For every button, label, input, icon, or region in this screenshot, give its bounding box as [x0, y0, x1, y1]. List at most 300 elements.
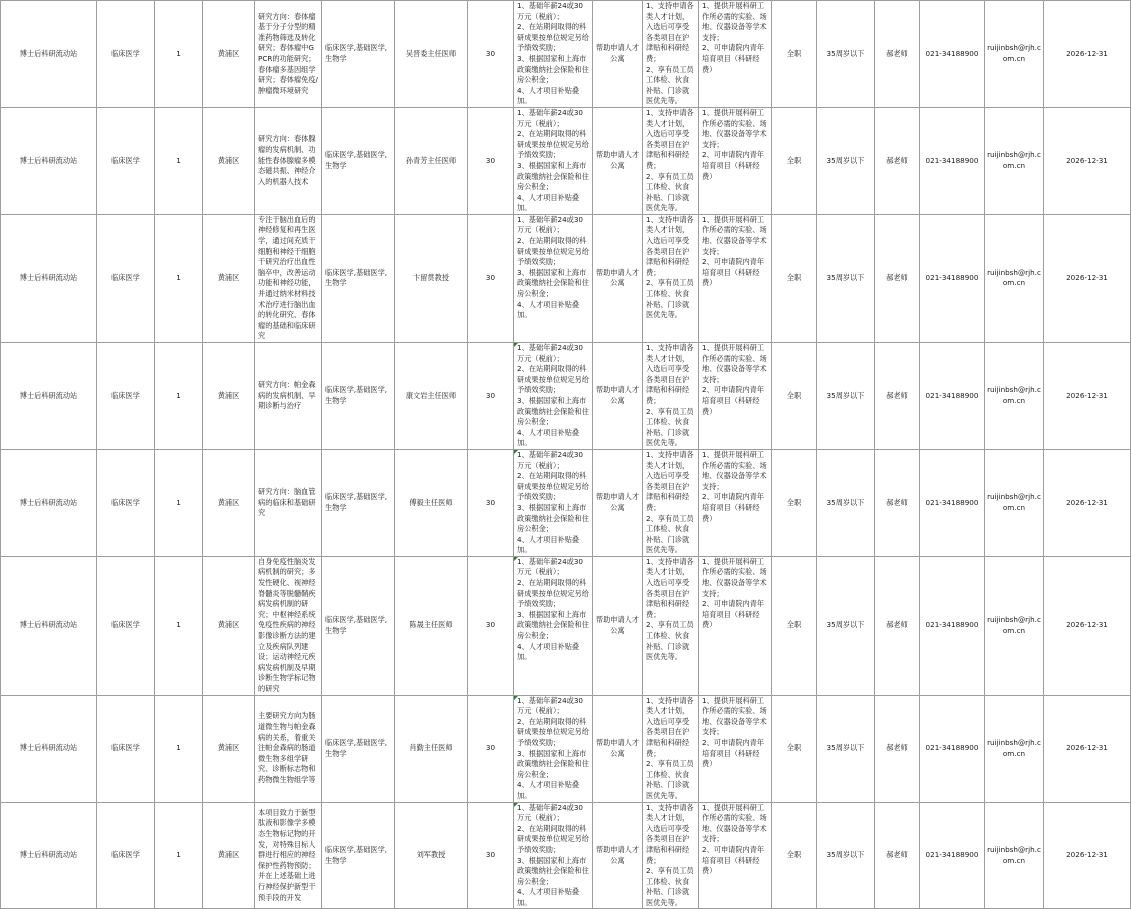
- district-text: 黄浦区: [217, 850, 240, 860]
- support-cell[interactable]: [643, 556, 699, 695]
- deadline-text: 2026-12-31: [1066, 273, 1108, 283]
- salary-cell[interactable]: [514, 449, 593, 556]
- line-text: 2、在站期间取得的科研成果按单位规定另给予绩效奖励；: [517, 823, 589, 854]
- line-text: 1、基础年薪24或30万元（税前）；: [517, 695, 583, 716]
- line-text: 3、根据国家和上海市政策缴纳社会保险和住房公积金；: [517, 160, 589, 192]
- discipline-cell[interactable]: [97, 695, 155, 802]
- deadline-cell[interactable]: [1044, 1, 1131, 108]
- district-cell[interactable]: [203, 802, 255, 909]
- employment-type-text: 全职: [786, 620, 802, 630]
- table-row: [1, 214, 1131, 342]
- discipline-field-text: 临床医学,基础医学,生物学: [325, 737, 388, 758]
- headcount-cell[interactable]: [155, 802, 203, 909]
- discipline-cell[interactable]: [97, 343, 155, 450]
- development-cell[interactable]: [699, 556, 772, 695]
- line-text: 4、人才项目补贴叠加。: [517, 534, 580, 555]
- discipline-text: 临床医学: [111, 390, 140, 400]
- station-text: 博士后科研流动站: [19, 850, 78, 860]
- discipline-field-text: 临床医学,基础医学,生物学: [325, 844, 388, 865]
- age-requirement-cell[interactable]: [817, 556, 875, 695]
- value-text: 30: [485, 273, 496, 283]
- development-cell[interactable]: [699, 695, 772, 802]
- line-text: 1、提供开展科研工作所必需的实验、场地、仪器设备等学术支持；: [702, 449, 767, 491]
- line-text: 2、在站期间取得的科研成果按单位规定另给予绩效奖励；: [517, 716, 589, 747]
- line-text: 4、人才项目补贴叠加。: [517, 192, 580, 213]
- line-text: 1、支持申请各类人才计划，入选后可享受各类项目在沪津贴和科研经费；: [646, 695, 694, 758]
- station-text: 博士后科研流动站: [19, 155, 78, 165]
- value-text: 30: [485, 850, 496, 860]
- line-text: 4、人才项目补贴叠加。: [517, 887, 580, 907]
- contact-person-text: 郝老师: [886, 155, 908, 165]
- supervisor-cell[interactable]: [395, 343, 468, 450]
- employment-type-cell[interactable]: [772, 556, 817, 695]
- line-text: 2、享有员工员工体检、伙食补贴、门诊就医优先等。: [646, 406, 694, 448]
- support-cell[interactable]: [643, 449, 699, 556]
- phone-cell[interactable]: [920, 556, 985, 695]
- value-text: 30: [485, 390, 496, 400]
- table-row: [1, 107, 1131, 214]
- support-cell[interactable]: [643, 343, 699, 450]
- line-text: 2、享有员工员工体检、伙食补贴、门诊就医优先等。: [646, 759, 694, 800]
- line-text: 1、支持申请各类人才计划，入选后可享受各类项目在沪津贴和科研经费；: [646, 1, 694, 63]
- value-cell[interactable]: [468, 556, 514, 695]
- line-text: 2、可申请院内青年培育项目（科研经费）: [702, 150, 765, 181]
- contact-person-cell[interactable]: [875, 449, 920, 556]
- value-cell[interactable]: [468, 695, 514, 802]
- headcount-text: 1: [176, 155, 181, 165]
- line-text: 3、根据国家和上海市政策缴纳社会保险和住房公积金；: [517, 267, 589, 299]
- supervisor-cell[interactable]: [395, 556, 468, 695]
- housing-cell[interactable]: [593, 214, 643, 342]
- station-text: 博士后科研流动站: [19, 743, 78, 753]
- supervisor-cell[interactable]: [395, 802, 468, 909]
- support-cell[interactable]: [643, 214, 699, 342]
- employment-type-cell[interactable]: [772, 343, 817, 450]
- contact-person-cell[interactable]: [875, 802, 920, 909]
- support-cell[interactable]: [643, 1, 699, 108]
- line-text: 4、人才项目补贴叠加。: [517, 85, 580, 106]
- discipline-cell[interactable]: [97, 1, 155, 108]
- employment-type-cell[interactable]: [772, 695, 817, 802]
- discipline-cell[interactable]: [97, 802, 155, 909]
- discipline-field-cell[interactable]: [322, 556, 395, 695]
- age-requirement-text: 35周岁以下: [826, 497, 865, 507]
- email-cell[interactable]: [985, 1, 1044, 108]
- employment-type-text: 全职: [786, 743, 802, 753]
- station-text: 博士后科研流动站: [19, 390, 78, 400]
- salary-cell[interactable]: [514, 343, 593, 450]
- district-cell[interactable]: [203, 1, 255, 108]
- discipline-field-cell[interactable]: [322, 107, 395, 214]
- value-cell[interactable]: [468, 802, 514, 909]
- employment-type-cell[interactable]: [772, 107, 817, 214]
- line-text: 3、根据国家和上海市政策缴纳社会保险和住房公积金；: [517, 53, 589, 85]
- phone-text: 021-34188900: [925, 743, 979, 753]
- deadline-text: 2026-12-31: [1066, 390, 1108, 400]
- discipline-text: 临床医学: [111, 743, 140, 753]
- line-text: 2、在站期间取得的科研成果按单位规定另给予绩效奖励；: [517, 578, 589, 609]
- table-row: [1, 695, 1131, 802]
- salary-cell[interactable]: [514, 802, 593, 909]
- phone-cell[interactable]: [920, 343, 985, 450]
- phone-cell[interactable]: [920, 107, 985, 214]
- discipline-cell[interactable]: [97, 107, 155, 214]
- supervisor-text: 肖勤主任医师: [409, 743, 453, 753]
- contact-person-text: 郝老师: [886, 850, 908, 860]
- line-text: 1、提供开展科研工作所必需的实验、场地、仪器设备等学术支持；: [702, 556, 767, 598]
- email-text: ruijinbsh@rjh.com.cn: [987, 615, 1041, 635]
- station-text: 博士后科研流动站: [19, 497, 78, 507]
- headcount-cell[interactable]: [155, 214, 203, 342]
- discipline-text: 临床医学: [111, 620, 140, 630]
- discipline-cell[interactable]: [97, 214, 155, 342]
- deadline-text: 2026-12-31: [1066, 743, 1108, 753]
- discipline-cell[interactable]: [97, 556, 155, 695]
- deadline-cell[interactable]: [1044, 802, 1131, 909]
- research-direction-cell[interactable]: [255, 449, 322, 556]
- email-cell[interactable]: [985, 449, 1044, 556]
- line-text: 2、享有员工员工体检、伙食补贴、门诊就医优先等。: [646, 278, 694, 320]
- housing-cell[interactable]: [593, 556, 643, 695]
- station-cell[interactable]: [1, 449, 97, 556]
- line-text: 2、享有员工员工体检、伙食补贴、门诊就医优先等。: [646, 866, 694, 907]
- age-requirement-cell[interactable]: [817, 214, 875, 342]
- line-text: 1、提供开展科研工作所必需的实验、场地、仪器设备等学术支持；: [702, 1, 767, 42]
- supervisor-text: 卞留贯教授: [413, 273, 449, 283]
- email-text: ruijinbsh@rjh.com.cn: [987, 737, 1041, 758]
- employment-type-cell[interactable]: [772, 802, 817, 909]
- age-requirement-cell[interactable]: [817, 449, 875, 556]
- salary-cell[interactable]: [514, 107, 593, 214]
- research-direction-cell[interactable]: [255, 695, 322, 802]
- discipline-field-cell[interactable]: [322, 343, 395, 450]
- line-text: 4、人才项目补贴叠加。: [517, 299, 580, 320]
- line-text: 1、提供开展科研工作所必需的实验、场地、仪器设备等学术支持；: [702, 695, 767, 737]
- headcount-text: 1: [176, 48, 181, 58]
- supervisor-cell[interactable]: [395, 107, 468, 214]
- employment-type-cell[interactable]: [772, 214, 817, 342]
- employment-type-cell[interactable]: [772, 449, 817, 556]
- discipline-field-text: 临床医学,基础医学,生物学: [325, 150, 388, 170]
- research-direction-text: 研究方向：帕金森病的发病机制、早期诊断与治疗: [258, 380, 316, 411]
- email-text: ruijinbsh@rjh.com.cn: [987, 150, 1041, 170]
- value-text: 30: [485, 48, 496, 58]
- headcount-text: 1: [176, 390, 181, 400]
- value-text: 30: [485, 743, 496, 753]
- age-requirement-cell[interactable]: [817, 107, 875, 214]
- value-text: 30: [485, 620, 496, 630]
- line-text: 2、在站期间取得的科研成果按单位规定另给予绩效奖励；: [517, 471, 589, 502]
- headcount-cell[interactable]: [155, 1, 203, 108]
- email-cell[interactable]: [985, 802, 1044, 909]
- discipline-field-text: 临床医学,基础医学,生物学: [325, 492, 388, 512]
- station-cell[interactable]: [1, 556, 97, 695]
- line-text: 3、根据国家和上海市政策缴纳社会保险和住房公积金；: [517, 395, 589, 427]
- discipline-text: 临床医学: [111, 850, 140, 860]
- housing-cell[interactable]: [593, 343, 643, 450]
- research-direction-text: 研究方向：春体腺瘤的发病机制、功能性春体腺瘤多模态磁共振、神经介入的机器人技术: [258, 134, 316, 186]
- line-text: 1、提供开展科研工作所必需的实验、场地、仪器设备等学术支持；: [702, 107, 767, 149]
- contact-person-cell[interactable]: [875, 695, 920, 802]
- research-direction-text: 研究方向：脑血管病的临床和基础研究: [258, 487, 316, 518]
- table-row: [1, 556, 1131, 695]
- station-cell[interactable]: [1, 695, 97, 802]
- development-cell[interactable]: [699, 802, 772, 909]
- email-cell[interactable]: [985, 343, 1044, 450]
- phone-cell[interactable]: [920, 214, 985, 342]
- headcount-cell[interactable]: [155, 449, 203, 556]
- headcount-cell[interactable]: [155, 695, 203, 802]
- line-text: 1、基础年薪24或30万元（税前）；: [517, 214, 583, 235]
- housing-text: 帮助申请人才公寓: [595, 267, 640, 288]
- value-cell[interactable]: [468, 449, 514, 556]
- housing-cell[interactable]: [593, 107, 643, 214]
- value-cell[interactable]: [468, 1, 514, 108]
- development-cell[interactable]: [699, 449, 772, 556]
- headcount-cell[interactable]: [155, 556, 203, 695]
- district-text: 黄浦区: [217, 390, 240, 400]
- employment-type-text: 全职: [786, 48, 802, 58]
- contact-person-cell[interactable]: [875, 107, 920, 214]
- support-cell[interactable]: [643, 695, 699, 802]
- employment-type-text: 全职: [786, 850, 802, 860]
- station-cell[interactable]: [1, 214, 97, 342]
- discipline-field-cell[interactable]: [322, 449, 395, 556]
- discipline-field-cell[interactable]: [322, 1, 395, 108]
- line-text: 1、支持申请各类人才计划，入选后可享受各类项目在沪津贴和科研经费；: [646, 802, 694, 865]
- deadline-cell[interactable]: [1044, 695, 1131, 802]
- station-cell[interactable]: [1, 107, 97, 214]
- age-requirement-cell[interactable]: [817, 802, 875, 909]
- research-direction-text: 研究方向：春体瘤基于分子分型的精准药物筛选及转化研究；春体瘤中GPCR的功能研究；春体瘤多基因组学研究；春体瘤免疫/肿瘤微环境研究: [258, 11, 318, 95]
- value-text: 30: [485, 497, 496, 507]
- discipline-text: 临床医学: [111, 155, 140, 165]
- development-cell[interactable]: [699, 343, 772, 450]
- phone-text: 021-34188900: [925, 155, 979, 165]
- line-text: 1、提供开展科研工作所必需的实验、场地、仪器设备等学术支持；: [702, 343, 767, 384]
- district-cell[interactable]: [203, 107, 255, 214]
- line-text: 2、在站期间取得的科研成果按单位规定另给予绩效奖励；: [517, 129, 589, 160]
- salary-cell[interactable]: [514, 556, 593, 695]
- deadline-cell[interactable]: [1044, 343, 1131, 450]
- employment-type-text: 全职: [786, 273, 802, 283]
- age-requirement-cell[interactable]: [817, 695, 875, 802]
- housing-cell[interactable]: [593, 802, 643, 909]
- district-cell[interactable]: [203, 449, 255, 556]
- line-text: 1、支持申请各类人才计划，入选后可享受各类项目在沪津贴和科研经费；: [646, 107, 694, 170]
- email-cell[interactable]: [985, 695, 1044, 802]
- salary-cell[interactable]: [514, 695, 593, 802]
- station-cell[interactable]: [1, 802, 97, 909]
- line-text: 3、根据国家和上海市政策缴纳社会保险和住房公积金；: [517, 609, 589, 641]
- headcount-text: 1: [176, 743, 181, 753]
- salary-cell[interactable]: [514, 214, 593, 342]
- supervisor-cell[interactable]: [395, 1, 468, 108]
- contact-person-cell[interactable]: [875, 343, 920, 450]
- line-text: 2、可申请院内青年培育项目（科研经费）: [702, 844, 765, 876]
- line-text: 4、人才项目补贴叠加。: [517, 641, 580, 662]
- line-text: 1、基础年薪24或30万元（税前）；: [517, 1, 583, 21]
- age-requirement-text: 35周岁以下: [826, 743, 865, 753]
- research-direction-cell[interactable]: [255, 107, 322, 214]
- support-cell[interactable]: [643, 802, 699, 909]
- deadline-cell[interactable]: [1044, 107, 1131, 214]
- station-text: 博士后科研流动站: [19, 273, 78, 283]
- deadline-text: 2026-12-31: [1066, 620, 1108, 630]
- housing-text: 帮助申请人才公寓: [595, 492, 640, 512]
- discipline-field-text: 临床医学,基础医学,生物学: [325, 43, 388, 63]
- employment-type-text: 全职: [786, 390, 802, 400]
- line-text: 2、可申请院内青年培育项目（科研经费）: [702, 599, 765, 630]
- district-cell[interactable]: [203, 556, 255, 695]
- contact-person-cell[interactable]: [875, 214, 920, 342]
- research-direction-cell[interactable]: [255, 1, 322, 108]
- discipline-field-text: 临床医学,基础医学,生物学: [325, 615, 388, 635]
- line-text: 2、享有员工员工体检、伙食补贴、门诊就医优先等。: [646, 513, 694, 555]
- housing-text: 帮助申请人才公寓: [595, 385, 640, 405]
- supervisor-cell[interactable]: [395, 695, 468, 802]
- line-text: 2、可申请院内青年培育项目（科研经费）: [702, 257, 765, 288]
- line-text: 1、提供开展科研工作所必需的实验、场地、仪器设备等学术支持；: [702, 802, 767, 844]
- salary-cell[interactable]: [514, 1, 593, 108]
- supervisor-text: 康文岩主任医师: [405, 390, 457, 400]
- phone-cell[interactable]: [920, 449, 985, 556]
- development-cell[interactable]: [699, 1, 772, 108]
- station-cell[interactable]: [1, 1, 97, 108]
- age-requirement-text: 35周岁以下: [826, 155, 865, 165]
- contact-person-cell[interactable]: [875, 556, 920, 695]
- age-requirement-cell[interactable]: [817, 1, 875, 108]
- district-text: 黄浦区: [217, 155, 240, 165]
- discipline-text: 临床医学: [111, 497, 140, 507]
- deadline-text: 2026-12-31: [1066, 850, 1108, 860]
- line-text: 2、可申请院内青年培育项目（科研经费）: [702, 385, 765, 416]
- development-cell[interactable]: [699, 214, 772, 342]
- value-cell[interactable]: [468, 107, 514, 214]
- phone-cell[interactable]: [920, 1, 985, 108]
- line-text: 2、在站期间取得的科研成果按单位规定另给予绩效奖励；: [517, 236, 589, 267]
- district-cell[interactable]: [203, 695, 255, 802]
- deadline-cell[interactable]: [1044, 449, 1131, 556]
- email-text: ruijinbsh@rjh.com.cn: [987, 844, 1041, 865]
- discipline-field-cell[interactable]: [322, 802, 395, 909]
- deadline-text: 2026-12-31: [1066, 155, 1108, 165]
- supervisor-text: 吴晋委主任医师: [405, 48, 457, 58]
- phone-text: 021-34188900: [925, 48, 979, 58]
- line-text: 2、在站期间取得的科研成果按单位规定另给予绩效奖励；: [517, 364, 589, 395]
- research-direction-cell[interactable]: [255, 343, 322, 450]
- line-text: 2、享有员工员工体检、伙食补贴、门诊就医优先等。: [646, 171, 694, 213]
- phone-cell[interactable]: [920, 695, 985, 802]
- headcount-cell[interactable]: [155, 343, 203, 450]
- supervisor-text: 孙青芳主任医师: [405, 155, 457, 165]
- line-text: 2、享有员工员工体检、伙食补贴、门诊就医优先等。: [646, 620, 694, 662]
- line-text: 1、基础年薪24或30万元（税前）；: [517, 343, 583, 363]
- housing-cell[interactable]: [593, 695, 643, 802]
- housing-text: 帮助申请人才公寓: [595, 844, 640, 865]
- age-requirement-text: 35周岁以下: [826, 48, 865, 58]
- email-text: ruijinbsh@rjh.com.cn: [987, 43, 1041, 63]
- phone-text: 021-34188900: [925, 497, 979, 507]
- deadline-cell[interactable]: [1044, 214, 1131, 342]
- district-cell[interactable]: [203, 343, 255, 450]
- contact-person-text: 郝老师: [886, 497, 908, 507]
- housing-text: 帮助申请人才公寓: [595, 150, 640, 170]
- supervisor-text: 陈晟主任医师: [409, 620, 453, 630]
- station-cell[interactable]: [1, 343, 97, 450]
- supervisor-cell[interactable]: [395, 214, 468, 342]
- support-cell[interactable]: [643, 107, 699, 214]
- email-cell[interactable]: [985, 214, 1044, 342]
- email-cell[interactable]: [985, 107, 1044, 214]
- station-text: 博士后科研流动站: [19, 48, 78, 58]
- employment-type-cell[interactable]: [772, 1, 817, 108]
- line-text: 3、根据国家和上海市政策缴纳社会保险和住房公积金；: [517, 748, 589, 779]
- phone-text: 021-34188900: [925, 850, 979, 860]
- contact-person-cell[interactable]: [875, 1, 920, 108]
- deadline-cell[interactable]: [1044, 556, 1131, 695]
- line-text: 4、人才项目补贴叠加。: [517, 427, 580, 448]
- contact-person-text: 郝老师: [886, 620, 908, 630]
- phone-cell[interactable]: [920, 802, 985, 909]
- line-text: 1、基础年薪24或30万元（税前）；: [517, 449, 583, 470]
- research-direction-text: 专注于脑出血后的神经修复和再生医学，通过间充质干细胞和神经干细胞干研究治疗出血性脑卒中，改善运动功能和神经功能，并通过纳米材料技术治疗进行脑出血的转化研究、春体瘤的基础和临床研究: [258, 214, 316, 341]
- line-text: 2、在站期间取得的科研成果按单位规定另给予绩效奖励；: [517, 22, 589, 53]
- age-requirement-text: 35周岁以下: [826, 273, 865, 283]
- discipline-field-text: 临床医学,基础医学,生物学: [325, 385, 388, 405]
- discipline-field-cell[interactable]: [322, 695, 395, 802]
- contact-person-text: 郝老师: [886, 48, 908, 58]
- development-cell[interactable]: [699, 107, 772, 214]
- employment-type-text: 全职: [786, 497, 802, 507]
- email-text: ruijinbsh@rjh.com.cn: [987, 492, 1041, 512]
- research-direction-cell[interactable]: [255, 556, 322, 695]
- table-row: [1, 449, 1131, 556]
- headcount-text: 1: [176, 620, 181, 630]
- discipline-field-cell[interactable]: [322, 214, 395, 342]
- value-cell[interactable]: [468, 214, 514, 342]
- contact-person-text: 郝老师: [886, 273, 908, 283]
- line-text: 4、人才项目补贴叠加。: [517, 780, 580, 800]
- district-cell[interactable]: [203, 214, 255, 342]
- housing-cell[interactable]: [593, 449, 643, 556]
- line-text: 1、基础年薪24或30万元（税前）；: [517, 556, 583, 577]
- contact-person-text: 郝老师: [886, 743, 908, 753]
- research-direction-text: 主要研究方向为肠道微生物与帕金森病的关系，着重关注帕金森病的肠道微生物多组学研究、诊断标志物和药物微生物组学等: [258, 711, 316, 785]
- line-text: 2、可申请院内青年培育项目（科研经费）: [702, 43, 765, 74]
- email-text: ruijinbsh@rjh.com.cn: [987, 267, 1041, 288]
- email-cell[interactable]: [985, 556, 1044, 695]
- headcount-cell[interactable]: [155, 107, 203, 214]
- value-cell[interactable]: [468, 343, 514, 450]
- table-body: [1, 1, 1131, 909]
- line-text: 3、根据国家和上海市政策缴纳社会保险和住房公积金；: [517, 502, 589, 534]
- research-direction-cell[interactable]: [255, 214, 322, 342]
- discipline-cell[interactable]: [97, 449, 155, 556]
- research-direction-cell[interactable]: [255, 802, 322, 909]
- age-requirement-cell[interactable]: [817, 343, 875, 450]
- phone-text: 021-34188900: [925, 390, 979, 400]
- discipline-text: 临床医学: [111, 48, 140, 58]
- supervisor-cell[interactable]: [395, 449, 468, 556]
- line-text: 2、可申请院内青年培育项目（科研经费）: [702, 492, 765, 523]
- housing-cell[interactable]: [593, 1, 643, 108]
- employment-type-text: 全职: [786, 155, 802, 165]
- housing-text: 帮助申请人才公寓: [595, 737, 640, 758]
- line-text: 2、可申请院内青年培育项目（科研经费）: [702, 737, 765, 769]
- value-text: 30: [485, 155, 496, 165]
- station-text: 博士后科研流动站: [19, 620, 78, 630]
